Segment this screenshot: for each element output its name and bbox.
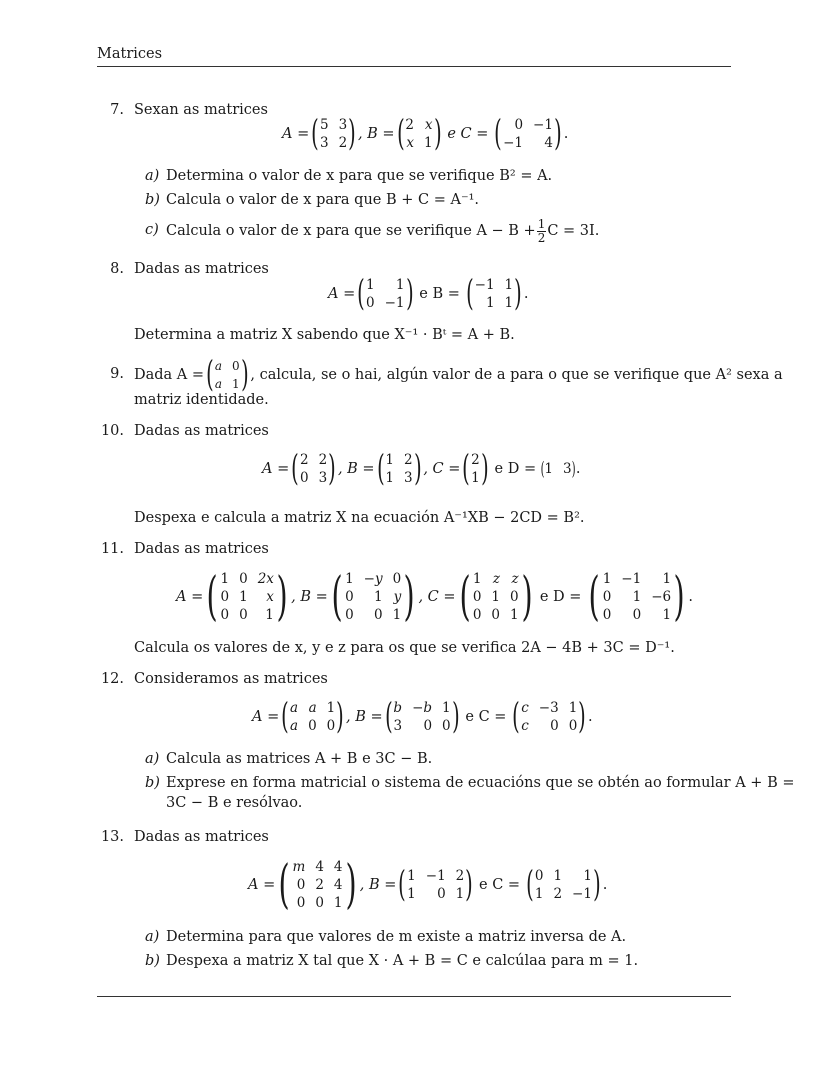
p12-b-text-1: Exprese en forma matricial o sistema de ecuacións que se obtén ao formular A + B =: [166, 775, 795, 791]
matrix-entry: b: [393, 699, 403, 716]
matrix-entries: [384, 451, 413, 487]
left-paren: (: [588, 566, 601, 627]
matrix-entry: y: [393, 589, 402, 605]
left-paren: (: [311, 113, 319, 154]
matrix-C: [512, 696, 586, 737]
matrix-entry: 0: [602, 607, 612, 623]
matrix-entry: 1: [485, 295, 495, 312]
matrix-entry: 0: [568, 718, 578, 735]
right-paren: ): [465, 864, 473, 905]
label-A: A =: [252, 709, 280, 725]
p9-text-2: , calcula, se o hai, algún valor de a para o que se verifique que A² sexa a: [250, 367, 783, 383]
matrix-entry: −1: [533, 116, 553, 133]
matrix-D: [587, 566, 686, 627]
matrix-entry: 2: [403, 451, 413, 468]
matrix-entry: −6: [651, 589, 672, 605]
p7-b-text: Calcula o valor de x para que B + C = A⁻¹.: [166, 192, 480, 208]
matrix-entry: z: [511, 571, 519, 587]
matrix-entry: a: [308, 699, 317, 716]
label-B: , B =: [337, 461, 375, 477]
matrix-entry: a: [290, 699, 299, 716]
matrix-entry: 1: [385, 451, 394, 468]
matrix-entry: 0: [345, 607, 354, 623]
matrix-entries: [520, 699, 578, 735]
matrix-entries: [406, 867, 465, 903]
problem-8-text: Determina a matriz X sabendo que X⁻¹ · Bᵗ = A + B.: [134, 327, 515, 343]
matrix-entry: 0: [472, 607, 482, 623]
matrix-entry: x: [406, 135, 414, 152]
label-A: A =: [328, 286, 356, 302]
matrix-entry: 2: [300, 451, 309, 468]
matrix-entry: 1: [534, 886, 544, 903]
problem-8-number: 8.: [110, 261, 124, 277]
right-paren: ): [451, 696, 460, 737]
matrix-entry: −1: [621, 571, 642, 587]
right-paren: ): [571, 458, 576, 480]
matrix-entries: [470, 451, 481, 487]
matrix-entry: 1: [632, 589, 642, 605]
matrix-A: [357, 273, 414, 314]
matrix-entry: 4: [333, 877, 343, 893]
period: .: [575, 461, 581, 477]
problem-8-matrices: [328, 274, 529, 314]
matrix-entries: [220, 571, 275, 624]
matrix-entry: 1: [326, 699, 336, 716]
matrix-entry: 3: [403, 470, 413, 487]
matrix-entry: −1: [384, 295, 405, 312]
fraction-one-half: [537, 218, 547, 244]
matrix-entry: 1: [395, 276, 405, 293]
left-paren: (: [206, 354, 214, 395]
matrix-A: [205, 566, 289, 627]
right-paren: ): [554, 113, 562, 154]
matrix-entry: 4: [544, 135, 553, 152]
matrix-entry: a: [214, 377, 222, 392]
right-paren: ): [521, 566, 533, 627]
label-B: , B =: [357, 126, 395, 142]
matrix-entry: 3: [320, 135, 329, 152]
matrix-A: [291, 448, 336, 489]
p13-a-text: Determina para que valores de m existe a matriz inversa de A.: [166, 929, 627, 945]
right-paren: ): [480, 448, 489, 489]
matrix-entry: 2: [318, 451, 328, 468]
matrix-B: [396, 113, 442, 154]
matrix-entry: 1: [504, 276, 514, 293]
matrix-entry: 0: [308, 718, 317, 735]
matrix-entries: [534, 867, 593, 903]
period: .: [563, 126, 569, 142]
right-paren: ): [348, 113, 356, 154]
matrix-entry: a: [214, 358, 222, 373]
matrix-entry: 0: [423, 718, 433, 735]
label-A: A =: [282, 126, 310, 142]
label-D: e D =: [539, 589, 582, 605]
problem-10-number: 10.: [100, 423, 124, 439]
matrix-entry: −1: [474, 276, 495, 293]
left-paren: (: [459, 566, 471, 627]
matrix-entry: 1: [220, 571, 230, 587]
matrix-entry: 1: [568, 699, 578, 716]
right-paren: ): [405, 273, 414, 314]
label-A: A =: [262, 461, 290, 477]
left-paren: (: [357, 273, 365, 314]
matrix-C: [462, 448, 489, 489]
fraction-numerator: 1: [537, 216, 546, 231]
matrix-entry: c: [521, 718, 529, 735]
right-paren: ): [673, 566, 685, 627]
right-paren: ): [240, 354, 249, 395]
matrix-entry: 3: [393, 718, 403, 735]
problem-13-intro: Dadas as matrices: [134, 829, 269, 845]
matrix-A: [206, 354, 249, 395]
matrix-B: [330, 566, 417, 627]
p13-b-label: b): [145, 953, 160, 969]
matrix-A: [281, 696, 344, 737]
left-paren: (: [278, 854, 290, 915]
matrix-entry: −b: [412, 699, 433, 716]
matrix-entry: 3: [318, 470, 328, 487]
left-paren: (: [281, 696, 289, 737]
matrix-entry: −3: [538, 699, 559, 716]
matrix-entries: [299, 451, 328, 487]
label-C: e C =: [479, 877, 521, 893]
matrix-A: [311, 113, 356, 154]
matrix-entry: 1: [491, 589, 500, 605]
label-B: , B =: [291, 589, 328, 605]
p12-a-text: Calcula as matrices A + B e 3C − B.: [166, 751, 433, 767]
left-paren: (: [206, 566, 218, 627]
left-paren: (: [291, 448, 299, 489]
matrix-entry: 2: [315, 877, 324, 893]
matrix-entry: 0: [472, 589, 482, 605]
matrix-entry: 1: [392, 607, 402, 623]
problem-12-intro: Consideramos as matrices: [134, 671, 328, 687]
matrix-entry: 3: [562, 461, 572, 477]
period: .: [602, 877, 608, 893]
fraction-denominator: 2: [537, 230, 546, 245]
header-rule: [97, 66, 731, 67]
matrix-entries: [502, 116, 554, 152]
left-paren: (: [398, 864, 407, 905]
p7-b-label: b): [145, 192, 160, 208]
matrix-entry: 1: [239, 589, 248, 605]
left-paren: (: [540, 458, 545, 480]
matrix-entry: −1: [425, 867, 446, 884]
problem-10-matrices: [262, 449, 580, 489]
right-paren: ): [413, 448, 422, 489]
matrix-entry: 0: [510, 589, 519, 605]
matrix-entry: m: [292, 859, 306, 875]
label-C: , C =: [418, 589, 456, 605]
matrix-entries: [344, 571, 402, 624]
matrix-entry: 0: [366, 295, 375, 312]
problem-11-matrices: [176, 568, 693, 626]
label-B: , B =: [359, 877, 397, 893]
right-paren: ): [336, 696, 344, 737]
matrix-entry: z: [492, 571, 500, 587]
matrix-entry: 1: [544, 461, 553, 477]
matrix-entry: 1: [504, 295, 514, 312]
p12-b-text-2: 3C − B e resólvao.: [166, 795, 303, 811]
matrix-entry: a: [290, 718, 299, 735]
p9-text-1: Dada A =: [134, 367, 205, 383]
matrix-entry: 0: [296, 895, 306, 911]
matrix-entry: x: [266, 589, 274, 605]
p7-c-text-1: Calcula o valor de x para que se verifique A − B +: [166, 223, 536, 239]
matrix-entry: 1: [366, 276, 375, 293]
matrix-entries: [472, 571, 520, 624]
matrix-B: [384, 696, 460, 737]
matrix-entries: [392, 699, 451, 735]
p7-c-text: [166, 214, 599, 248]
label-C: e C =: [465, 709, 507, 725]
matrix-entry: x: [424, 116, 433, 133]
left-paren: (: [512, 696, 521, 737]
matrix-entry: 1: [345, 571, 354, 587]
matrix-entry: 1: [553, 867, 563, 884]
problem-8-intro: Dadas as matrices: [134, 261, 269, 277]
matrix-entry: 1: [265, 607, 274, 623]
matrix-entry: 0: [300, 470, 309, 487]
problem-7-number: 7.: [110, 102, 124, 118]
left-paren: (: [465, 273, 474, 314]
matrix-entry: c: [521, 699, 529, 716]
p13-b-text: Despexa a matriz X tal que X · A + B = C e calcúlaa para m = 1.: [166, 953, 639, 969]
label-D: e D =: [494, 461, 537, 477]
matrix-entries: [319, 116, 348, 152]
matrix-entry: 2: [338, 135, 348, 152]
label-A: A =: [248, 877, 276, 893]
matrix-D: [542, 460, 574, 479]
matrix-entry: 0: [550, 718, 559, 735]
problem-12-matrices: [252, 697, 593, 737]
matrix-entry: 0: [392, 571, 402, 587]
matrix-entry: 1: [423, 135, 433, 152]
matrix-entry: 0: [326, 718, 336, 735]
matrix-entry: 0: [296, 877, 306, 893]
problem-7-matrices: [282, 114, 568, 154]
p7-a-label: a): [145, 168, 160, 184]
matrix-entry: −1: [572, 886, 592, 903]
label-C: , C =: [423, 461, 461, 477]
matrix-entry: 1: [333, 895, 343, 911]
left-paren: (: [384, 696, 393, 737]
matrix-entry: 1: [583, 867, 592, 884]
matrix-entry: 4: [315, 859, 324, 875]
left-paren: (: [331, 566, 343, 627]
problem-12-number: 12.: [100, 671, 124, 687]
right-paren: ): [514, 273, 522, 314]
matrix-entry: 0: [374, 607, 383, 623]
matrix-entry: 1: [510, 607, 519, 623]
problem-9-text-3: matriz identidade.: [134, 392, 269, 408]
p12-b-label: b): [145, 775, 160, 791]
matrix-entries: [292, 859, 344, 912]
matrix-entry: 2: [553, 886, 563, 903]
matrix-entry: 1: [602, 571, 612, 587]
left-paren: (: [494, 113, 503, 154]
matrix-entry: 2x: [257, 571, 274, 587]
problem-11-number: 11.: [100, 541, 124, 557]
problem-9-line: [134, 356, 783, 394]
matrix-entry: 1: [374, 589, 383, 605]
matrix-entry: 0: [239, 571, 248, 587]
matrix-entry: 0: [632, 607, 642, 623]
left-paren: (: [462, 448, 471, 489]
matrix-entry: 4: [333, 859, 343, 875]
matrix-entry: 5: [320, 116, 329, 133]
p7-c-label: c): [145, 222, 159, 238]
matrix-entry: 0: [437, 886, 446, 903]
matrix-C: [526, 864, 601, 905]
label-C: e C =: [447, 126, 489, 142]
label-B: e B =: [419, 286, 460, 302]
right-paren: ): [345, 854, 357, 915]
problem-10-text: Despexa e calcula a matriz X na ecuación A⁻¹XB − 2CD = B².: [134, 510, 585, 526]
matrix-entries: [404, 116, 433, 152]
matrix-entry: 2: [455, 867, 465, 884]
problem-11-text: Calcula os valores de x, y e z para os que se verifica 2A − 4B + 3C = D⁻¹.: [134, 640, 675, 656]
matrix-entry: 0: [602, 589, 612, 605]
matrix-entry: 0: [491, 607, 500, 623]
right-paren: ): [403, 566, 415, 627]
right-paren: ): [433, 113, 442, 154]
matrix-entry: 1: [442, 699, 451, 716]
problem-9-number: 9.: [110, 366, 124, 382]
label-B: , B =: [346, 709, 383, 725]
matrix-entry: 0: [534, 867, 544, 884]
matrix-entry: 0: [315, 895, 324, 911]
right-paren: ): [593, 864, 601, 905]
problem-10-intro: Dadas as matrices: [134, 423, 269, 439]
problem-13-number: 13.: [100, 829, 124, 845]
matrix-entries: [214, 357, 241, 393]
matrix-entry: 1: [385, 470, 394, 487]
matrix-entry: 0: [345, 589, 354, 605]
matrix-entry: 1: [231, 377, 240, 392]
left-paren: (: [526, 864, 534, 905]
p7-c-text-2: C = 3I.: [547, 223, 600, 239]
matrix-B: [465, 273, 522, 314]
matrix-entry: 2: [471, 451, 480, 468]
matrix-A: [277, 854, 358, 915]
matrix-entry: 1: [662, 571, 672, 587]
matrix-entry: 0: [442, 718, 451, 735]
page-header: Matrices: [97, 46, 163, 62]
period: .: [523, 286, 529, 302]
matrix-entries: [365, 276, 406, 312]
problem-7-intro: Sexan as matrices: [134, 102, 268, 118]
matrix-entries: [289, 699, 336, 735]
right-paren: ): [578, 696, 586, 737]
matrix-entry: 1: [455, 886, 465, 903]
matrix-B: [398, 864, 473, 905]
matrix-entry: 1: [662, 607, 672, 623]
label-A: A =: [176, 589, 204, 605]
problem-13-matrices: [248, 856, 607, 914]
matrix-C: [494, 113, 562, 154]
matrix-entry: 1: [407, 867, 416, 884]
p7-a-text: Determina o valor de x para que se verifique B² = A.: [166, 168, 553, 184]
matrix-B: [376, 448, 422, 489]
matrix-entry: 0: [231, 358, 240, 373]
matrix-entry: 0: [239, 607, 248, 623]
footer-rule: [97, 996, 731, 997]
matrix-entries: [474, 276, 515, 312]
matrix-C: [458, 566, 534, 627]
matrix-entry: −1: [503, 135, 524, 152]
right-paren: ): [276, 566, 288, 627]
matrix-entry: 2: [405, 116, 414, 133]
matrix-entry: −y: [363, 571, 383, 587]
matrix-entry: 0: [220, 589, 230, 605]
p12-a-label: a): [145, 751, 160, 767]
matrix-entry: 3: [338, 116, 348, 133]
left-paren: (: [396, 113, 405, 154]
matrix-entry: 0: [514, 116, 524, 133]
matrix-entries: [540, 458, 572, 480]
period: .: [588, 709, 593, 725]
matrix-entry: 1: [472, 571, 482, 587]
matrix-entries: [602, 571, 672, 624]
period: .: [688, 589, 693, 605]
matrix-entry: 1: [407, 886, 416, 903]
problem-11-intro: Dadas as matrices: [134, 541, 269, 557]
matrix-entry: 1: [471, 470, 480, 487]
left-paren: (: [376, 448, 385, 489]
p13-a-label: a): [145, 929, 160, 945]
right-paren: ): [328, 448, 336, 489]
matrix-entry: 0: [220, 607, 230, 623]
